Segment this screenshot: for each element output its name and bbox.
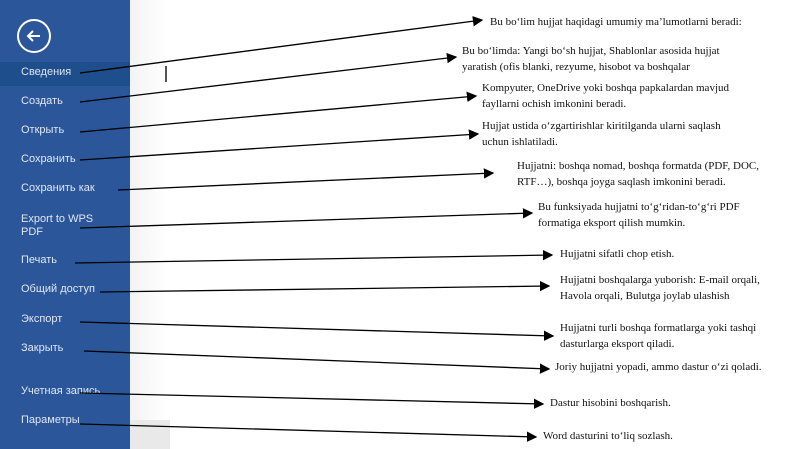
description-save-as: Hujjatni: boshqa nomad, boshqa formatda (PDF, DOC, RTF…), boshqa joyga saqlash imkonini beradi. xyxy=(517,160,760,188)
arrow-close xyxy=(84,351,549,369)
description-open: Kompyuter, OneDrive yoki boshqa papkalardan mavjud fayllarni ochish imkonini beradi. xyxy=(482,82,729,110)
arrow-share xyxy=(100,286,549,292)
arrow-export-wps xyxy=(80,213,532,228)
description-print: Hujjatni sifatli chop etish. xyxy=(560,248,675,260)
arrow-export xyxy=(80,322,553,336)
arrow-new xyxy=(80,57,456,102)
arrow-save-as xyxy=(118,173,493,190)
description-share: Hujjatni boshqalarga yuborish: E-mail orqali, Havola orqali, Bulutga joylab ulashish xyxy=(560,274,760,302)
description-info: Bu bo‘lim hujjat haqidagi umumiy ma’lumotlarni beradi: xyxy=(490,16,742,28)
description-export-wps: Bu funksiyada hujjatni to‘g‘ridan-to‘g‘ri PDF formatiga eksport qilish mumkin. xyxy=(538,201,740,229)
arrow-info xyxy=(80,20,482,73)
arrow-print xyxy=(75,255,552,263)
menu-item-label: Печать xyxy=(21,254,58,266)
description-close: Joriy hujjatni yopadi, ammo dastur o‘zi qoladi. xyxy=(555,361,762,373)
arrow-account xyxy=(80,393,543,404)
menu-item-label: Закрыть xyxy=(21,342,64,354)
description-new: Bu bo‘limda: Yangi bo‘sh hujjat, Shablonlar asosida hujjat yaratish (ofis blanki, rezyume, hisobot va boshqalar xyxy=(462,45,720,73)
menu-item-label: Учетная запись xyxy=(21,385,101,397)
menu-item-label: Общий доступ xyxy=(21,283,95,295)
menu-item-label: Экспорт xyxy=(21,313,63,325)
menu-item-label: Открыть xyxy=(21,124,65,136)
description-options: Word dasturini to‘liq sozlash. xyxy=(543,430,673,442)
menu-item-label: Сохранить как xyxy=(21,182,95,194)
menu-item-label: Параметры xyxy=(21,414,80,426)
arrow-save xyxy=(80,134,478,160)
menu-item-label: Сохранить xyxy=(21,153,76,165)
description-save: Hujjat ustida o‘zgartirishlar kiritilganda ularni saqlash uchun ishlatiladi. xyxy=(482,120,721,148)
menu-item-label: Сведения xyxy=(21,66,72,78)
description-export: Hujjatni turli boshqa formatlarga yoki tashqi dasturlarga eksport qiladi. xyxy=(560,322,757,350)
arrow-options xyxy=(80,424,536,437)
description-account: Dastur hisobini boshqarish. xyxy=(550,397,671,409)
menu-item-label: Создать xyxy=(21,95,63,107)
menu-item-label: Export to WPS PDF xyxy=(21,213,94,238)
arrow-open xyxy=(80,96,476,132)
